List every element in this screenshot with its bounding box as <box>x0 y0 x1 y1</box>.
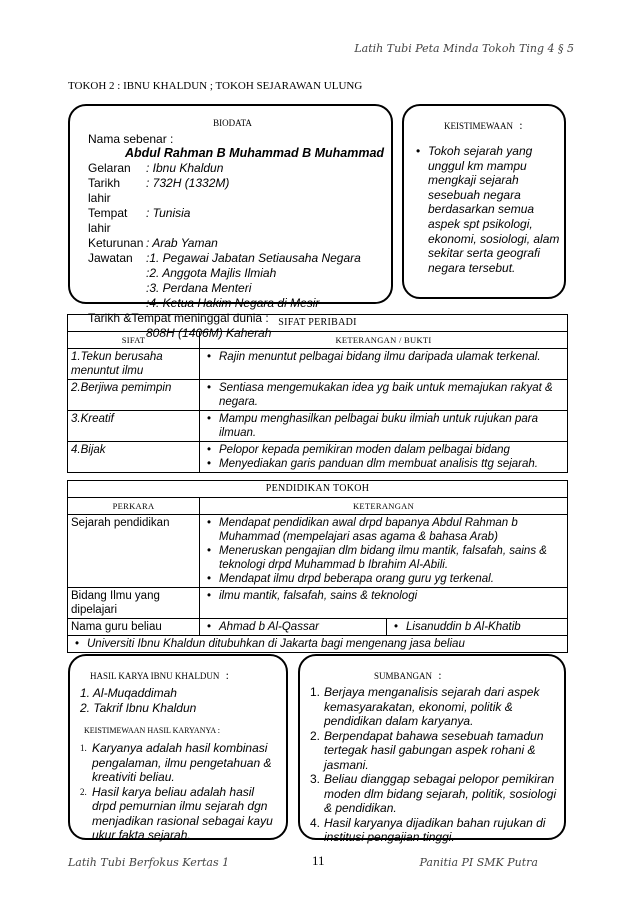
keistimewaan-heading <box>444 118 523 133</box>
row-value: :4. Ketua Hakim Negara di Mesir <box>146 296 320 310</box>
num: 4. <box>310 815 321 830</box>
row-value: :1. Pegawai Jabatan Setiausaha Negara <box>146 251 361 265</box>
guru-cell <box>387 619 568 636</box>
footer-right: Panitia PI SMK Putra <box>419 856 538 869</box>
pendidikan-col1: PERKARA <box>68 498 200 515</box>
pendidikan-title: PENDIDIKAN TOKOH <box>68 481 568 498</box>
bukti-cell <box>200 349 568 380</box>
hasil-list <box>80 686 196 716</box>
jawatan-3 <box>88 281 388 296</box>
keistimewaan-heading-text: KEISTIMEWAAN <box>444 121 513 131</box>
biodata-row-tempat <box>88 206 388 236</box>
table-row <box>68 442 568 473</box>
page-title: TOKOH 2 : IBNU KHALDUN ; TOKOH SEJARAWAN ULUNG <box>68 80 363 92</box>
table-row <box>68 411 568 442</box>
num: 1. <box>310 685 321 699</box>
row-label: Gelaran <box>88 161 131 175</box>
bukti-item: • Menyediakan garis panduan dlm membuat analisis ttg sejarah. <box>203 457 564 471</box>
sumbangan-list <box>310 685 560 845</box>
table-row <box>68 636 568 653</box>
bukti-cell <box>200 442 568 473</box>
row-value: :3. Perdana Menteri <box>146 281 252 295</box>
keterangan-item: • ilmu mantik, falsafah, sains & teknologi <box>203 589 564 603</box>
row-value: : Ibnu Khaldun <box>146 161 224 175</box>
text: Karyanya adalah hasil kombinasi pengalaman, ilmu pengetahuan & kreativiti beliau. <box>92 741 272 784</box>
sifat-cell: 3.Kreatif <box>68 411 200 442</box>
biodata-heading: BIODATA <box>213 118 252 128</box>
row-value: :2. Anggota Majlis Ilmiah <box>146 266 277 280</box>
universiti-cell <box>68 636 568 653</box>
jawatan-4 <box>88 296 388 311</box>
text: Hasil karyanya dijadikan bahan rujukan di institusi pengajian tinggi. <box>324 815 546 844</box>
list-item: 2. Takrif Ibnu Khaldun <box>80 701 197 715</box>
perkara-cell: Bidang Ilmu yang dipelajari <box>68 588 200 619</box>
guru-item: • Lisanuddin b Al-Khatib <box>390 620 564 634</box>
perkara-cell: Sejarah pendidikan <box>68 515 200 588</box>
text: Berjaya menganalisis sejarah dari aspek kemasyarakatan, ekonomi, politik & pendidikan dalam karyanya. <box>324 685 540 728</box>
bukti-item: • Mampu menghasilkan pelbagai buku ilmiah untuk rujukan para ilmuan. <box>203 412 564 440</box>
keistimewaan-box <box>402 104 566 299</box>
row-label: Tempat lahir <box>88 206 128 235</box>
pendidikan-table <box>67 480 568 653</box>
text: Beliau dianggap sebagai pelopor pemikiran moden dlm bidang sejarah, politik, sosiologi & pendidikan. <box>324 772 557 815</box>
list-item <box>310 816 560 845</box>
biodata-row-jawatan <box>88 251 388 266</box>
list-item <box>80 741 280 785</box>
num: 1. <box>80 743 87 753</box>
row-value: 808H (1406M) Kaherah <box>146 326 272 340</box>
keterangan-cell <box>200 515 568 588</box>
sifat-cell: 4.Bijak <box>68 442 200 473</box>
table-row <box>68 619 568 636</box>
hasil-heading <box>90 668 229 683</box>
hasil-heading-text: HASIL KARYA IBNU KHALDUN <box>90 671 220 681</box>
table-row <box>68 515 568 588</box>
footer-left: Latih Tubi Berfokus Kertas 1 <box>68 856 230 869</box>
page-number: 11 <box>312 853 325 868</box>
row-value: : Tunisia <box>146 206 191 220</box>
row-label: Keturunan <box>88 236 144 250</box>
jawatan-2 <box>88 266 388 281</box>
row-label: Jawatan <box>88 251 133 265</box>
bukti-cell <box>200 380 568 411</box>
bukti-item: • Sentiasa mengemukakan idea yg baik untuk memajukan rakyat & negara. <box>203 381 564 409</box>
table-row <box>68 349 568 380</box>
table-row <box>68 588 568 619</box>
biodata-row-keturunan <box>88 236 388 251</box>
text: Berpendapat bahawa sesebuah tamadun tertegak hasil gabungan aspek rohani & jasmani. <box>324 728 544 772</box>
bukti-item: • Rajin menuntut pelbagai bidang ilmu daripada ulamak terkenal. <box>203 350 564 364</box>
sifat-cell: 1.Tekun berusaha menuntut ilmu <box>68 349 200 380</box>
page-header: Latih Tubi Peta Minda Tokoh Ting 4 § 5 <box>354 42 574 55</box>
guru-cell <box>200 619 387 636</box>
text: Hasil karya beliau adalah hasil drpd pemurnian ilmu sejarah dgn menjadikan rasional sebagai kayu ukur fakta sejarah. <box>92 784 273 842</box>
hasil-karya-box <box>68 654 288 840</box>
biodata-row-gelaran <box>88 161 388 176</box>
list-item: 1. Al-Muqaddimah <box>80 686 177 700</box>
perkara-cell: Nama guru beliau <box>68 619 200 636</box>
row-label: Tarikh &Tempat meninggal dunia : <box>88 311 269 325</box>
row-value: : Arab Yaman <box>146 236 218 250</box>
sumbangan-heading-text: SUMBANGAN <box>374 671 433 681</box>
universiti-item: • Universiti Ibnu Khaldun ditubuhkan di Jakarta bagi mengenang jasa beliau <box>71 637 564 651</box>
sifat-title: SIFAT PERIBADI <box>68 315 568 332</box>
colon: : <box>225 668 230 682</box>
sumbangan-heading <box>374 668 442 683</box>
biodata-row-lahir <box>88 176 388 206</box>
list-item <box>310 729 560 773</box>
sifat-col2: KETERANGAN / BUKTI <box>200 332 568 349</box>
table-row <box>68 380 568 411</box>
nama-label: Nama sebenar : <box>88 132 174 146</box>
list-item <box>310 685 560 729</box>
colon: : <box>438 668 442 682</box>
keistimewaan-text: • Tokoh sejarah yang unggul km mampu mengkaji sejarah sesebuah negara berdasarkan semua aspek spt psikologi, ekonomi, sosiologi, alam sekitar serta geografi negara tersebut. <box>412 144 563 275</box>
row-value: : 732H (1332M) <box>146 176 230 190</box>
nama-value: Abdul Rahman B Muhammad B Muhammad <box>125 146 385 160</box>
bukti-cell <box>200 411 568 442</box>
keterangan-item: • Mendapat pendidikan awal drpd bapanya Abdul Rahman b Muhammad (mempelajari asas agama & bahasa Arab) <box>203 516 564 544</box>
num: 2. <box>80 786 87 797</box>
sifat-table <box>67 314 568 473</box>
keterangan-cell <box>200 588 568 619</box>
num: 2. <box>310 728 321 743</box>
sifat-col1: SIFAT <box>68 332 200 349</box>
pendidikan-col2: KETERANGAN <box>200 498 568 515</box>
sifat-cell: 2.Berjiwa pemimpin <box>68 380 200 411</box>
colon: : <box>519 118 523 132</box>
guru-item: • Ahmad b Al-Qassar <box>203 620 383 634</box>
sumbangan-box <box>298 654 566 844</box>
row-label: Tarikh lahir <box>88 176 121 205</box>
num: 3. <box>310 772 321 786</box>
hasil-sub-list <box>80 741 280 843</box>
hasil-sub-heading: KEISTIMEWAAN HASIL KARYANYA : <box>84 726 220 735</box>
list-item <box>80 785 280 843</box>
keterangan-item: • Meneruskan pengajian dlm bidang ilmu mantik, falsafah, sains & teknologi drpd Muhammad b Ibrahim Al-Abili. <box>203 544 564 572</box>
keterangan-item: • Mendapat ilmu drpd beberapa orang guru yg terkenal. <box>203 572 564 586</box>
list-item <box>310 772 560 816</box>
bukti-item: • Pelopor kepada pemikiran moden dalam pelbagai bidang <box>203 443 564 457</box>
